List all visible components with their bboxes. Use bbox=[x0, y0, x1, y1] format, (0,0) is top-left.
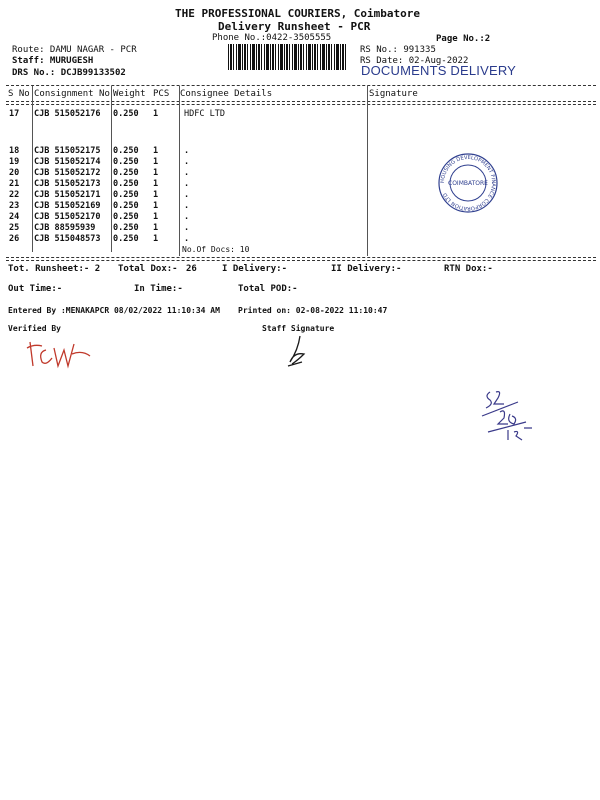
row-weight: 0.250 bbox=[113, 190, 139, 200]
verified-by-label: Verified By bbox=[8, 324, 61, 333]
out-time: Out Time:- bbox=[8, 284, 63, 294]
company-name: THE PROFESSIONAL COURIERS, Coimbatore bbox=[175, 7, 421, 20]
row-details: . bbox=[184, 212, 190, 222]
row-sno: 26 bbox=[9, 234, 20, 244]
row-consignment: CJB 515052169 bbox=[34, 201, 101, 211]
row-consignment: CJB 515052172 bbox=[34, 168, 101, 178]
seal-ring-text: HOUSING DEVELOPMENT FINANCE CORPORATION LTD bbox=[439, 154, 497, 212]
row-pcs: 1 bbox=[153, 179, 159, 189]
row-sno: 21 bbox=[9, 179, 20, 189]
row-details: . bbox=[184, 201, 190, 211]
row-details: . bbox=[184, 234, 190, 244]
hdfc-seal bbox=[425, 152, 511, 214]
handwritten-note bbox=[478, 388, 538, 444]
row-consignment: CJB 515052170 bbox=[34, 212, 101, 222]
row-consignment: CJB 515052176 bbox=[34, 109, 101, 119]
row-weight: 0.250 bbox=[113, 201, 139, 211]
row-details: . bbox=[184, 157, 190, 167]
total-runsheet: Tot. Runsheet:- 2 bbox=[8, 264, 101, 274]
col-header-pcs: PCS bbox=[153, 89, 170, 99]
drs-number: DRS No.: DCJB99133502 bbox=[12, 68, 126, 78]
column-divider bbox=[179, 86, 180, 256]
row-weight: 0.250 bbox=[113, 212, 139, 222]
row-sno: 25 bbox=[9, 223, 20, 233]
row-weight: 0.250 bbox=[113, 223, 139, 233]
row-details: HDFC LTD bbox=[184, 109, 225, 119]
row-pcs: 1 bbox=[153, 234, 159, 244]
row-sno: 23 bbox=[9, 201, 20, 211]
row-consignment: CJB 88595939 bbox=[34, 223, 96, 233]
row-pcs: 1 bbox=[153, 190, 159, 200]
row-pcs: 1 bbox=[153, 146, 159, 156]
col-header-consignment: Consignment No bbox=[34, 89, 110, 99]
column-divider bbox=[367, 86, 368, 256]
printed-on: Printed on: 02-08-2022 11:10:47 bbox=[238, 306, 388, 315]
no-of-docs: No.Of Docs: 10 bbox=[182, 245, 250, 254]
row-pcs: 1 bbox=[153, 223, 159, 233]
staff-signature-label: Staff Signature bbox=[262, 324, 335, 333]
col-header-consignee: Consignee Details bbox=[180, 89, 273, 99]
row-pcs: 1 bbox=[153, 168, 159, 178]
row-pcs: 1 bbox=[153, 212, 159, 222]
runsheet-title: Delivery Runsheet - PCR bbox=[218, 20, 371, 33]
row-details: . bbox=[184, 146, 190, 156]
row-details: . bbox=[184, 168, 190, 178]
rs-date: RS Date: 02-Aug-2022 bbox=[360, 56, 469, 66]
rs-number: RS No.: 991335 bbox=[360, 45, 436, 55]
row-sno: 17 bbox=[9, 109, 20, 119]
column-divider bbox=[32, 86, 33, 252]
entered-by: Entered By :MENAKAPCR 08/02/2022 11:10:34 AM bbox=[8, 306, 220, 315]
row-details: . bbox=[184, 179, 190, 189]
row-weight: 0.250 bbox=[113, 179, 139, 189]
col-header-weight: Weight bbox=[113, 89, 146, 99]
staff-signature-mark bbox=[282, 332, 322, 368]
col-header-sno: S No bbox=[8, 89, 30, 99]
row-weight: 0.250 bbox=[113, 109, 139, 119]
separator-line bbox=[6, 257, 596, 258]
row-sno: 24 bbox=[9, 212, 20, 222]
row-sno: 22 bbox=[9, 190, 20, 200]
row-sno: 19 bbox=[9, 157, 20, 167]
separator-line bbox=[6, 101, 596, 102]
row-sno: 18 bbox=[9, 146, 20, 156]
separator-line bbox=[6, 260, 596, 261]
page-number: Page No.:2 bbox=[436, 34, 491, 44]
total-dox-value: 26 bbox=[186, 264, 197, 274]
total-dox-label: Total Dox:- bbox=[118, 264, 178, 274]
row-consignment: CJB 515048573 bbox=[34, 234, 101, 244]
i-delivery: I Delivery:- bbox=[222, 264, 288, 274]
col-header-signature: Signature bbox=[369, 89, 418, 99]
barcode bbox=[228, 44, 348, 70]
in-time: In Time:- bbox=[134, 284, 183, 294]
row-sno: 20 bbox=[9, 168, 20, 178]
row-details: . bbox=[184, 190, 190, 200]
total-pod: Total POD:- bbox=[238, 284, 298, 294]
row-consignment: CJB 515052174 bbox=[34, 157, 101, 167]
row-pcs: 1 bbox=[153, 109, 159, 119]
separator-line bbox=[6, 104, 596, 105]
column-divider bbox=[111, 86, 112, 252]
rtn-dox: RTN Dox:- bbox=[444, 264, 493, 274]
row-consignment: CJB 515052171 bbox=[34, 190, 101, 200]
row-weight: 0.250 bbox=[113, 168, 139, 178]
row-weight: 0.250 bbox=[113, 146, 139, 156]
phone-number: Phone No.:0422-3505555 bbox=[212, 33, 332, 43]
row-consignment: CJB 515052175 bbox=[34, 146, 101, 156]
row-pcs: 1 bbox=[153, 157, 159, 167]
route: Route: DAMU NAGAR - PCR bbox=[12, 45, 137, 55]
seal-center-text: COIMBATORE bbox=[448, 180, 488, 187]
row-pcs: 1 bbox=[153, 201, 159, 211]
verified-handwriting bbox=[24, 336, 94, 376]
row-details: . bbox=[184, 223, 190, 233]
separator-line bbox=[6, 85, 596, 86]
ii-delivery: II Delivery:- bbox=[331, 264, 402, 274]
staff-name: Staff: MURUGESH bbox=[12, 56, 94, 66]
row-weight: 0.250 bbox=[113, 234, 139, 244]
row-consignment: CJB 515052173 bbox=[34, 179, 101, 189]
documents-delivery-stamp: DOCUMENTS DELIVERY bbox=[361, 63, 517, 78]
row-weight: 0.250 bbox=[113, 157, 139, 167]
